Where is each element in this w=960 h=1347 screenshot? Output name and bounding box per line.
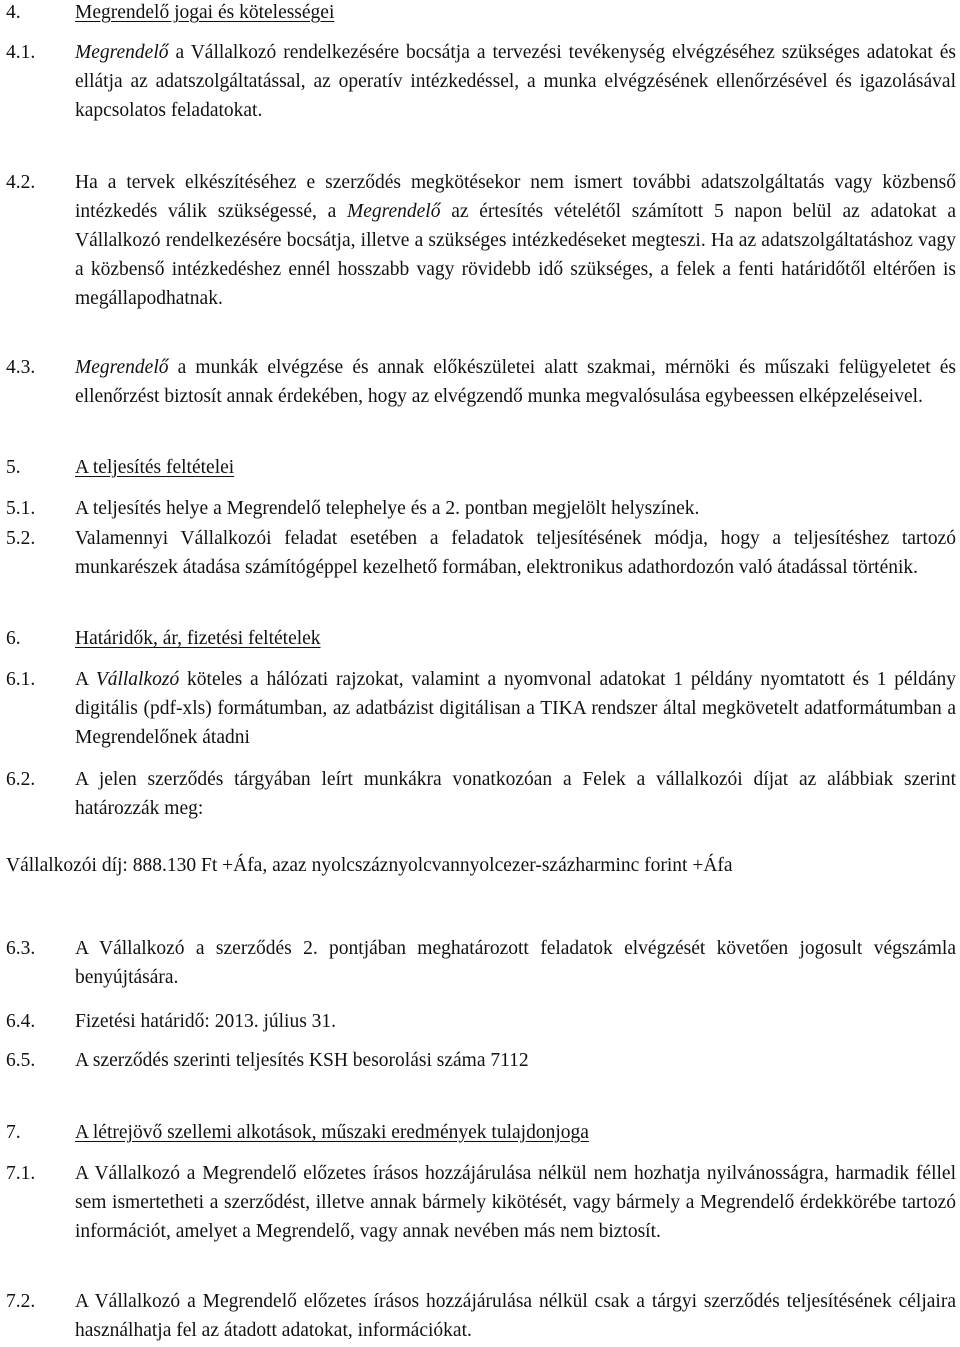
- section-7-heading: [6, 1118, 956, 1147]
- paragraph-text: A teljesítés helye a Megrendelő telephelye és a 2. pontban megjelölt helyszínek.: [75, 498, 700, 519]
- paragraph-5-1: [6, 494, 956, 523]
- emphasis-text: Megrendelő: [346, 201, 441, 222]
- paragraph-text: A jelen szerződés tárgyában leírt munkákra vonatkozóan a Felek a vállalkozói díjat az alábbiak szerint határozzák meg:: [75, 769, 956, 819]
- paragraph-4-2: [6, 168, 956, 313]
- text-span: az értesítés vételétől számított 5 napon belül az adatokat a Vállalkozó rendelkezésére bocsátja, illetve a szükséges intézkedéseket megteszi. Ha az adatszolgáltatáshoz vagy a közbenső intézkedéshez ennél hosszabb vagy rövidebb idő szükséges, a felek a fenti határidőtől eltérően is megállapodhatnak.: [75, 201, 957, 309]
- paragraph-number: 7.1.: [6, 1163, 36, 1184]
- paragraph-number: 6.3.: [6, 938, 36, 959]
- paragraph-number: 4.3.: [6, 357, 36, 378]
- paragraph-number: 5.2.: [6, 528, 36, 549]
- section-4-heading: [6, 0, 956, 27]
- paragraph-number: 5.1.: [6, 498, 36, 519]
- paragraph-text: A Vállalkozó a szerződés 2. pontjában meghatározott feladatok elvégzését követően jogosult végszámla benyújtására.: [75, 938, 956, 988]
- paragraph-number: 4.1.: [6, 42, 36, 63]
- paragraph-text: A szerződés szerinti teljesítés KSH besorolási száma 7112: [75, 1050, 529, 1071]
- paragraph-text: [75, 353, 956, 411]
- section-title: Határidők, ár, fizetési feltételek: [75, 628, 321, 649]
- text-span: Ha a tervek elkészítéséhez e szerződés megkötésekor nem ismert további adatszolgáltatás vagy közbenső intézkedés válik szükségessé, a: [75, 172, 956, 222]
- paragraph-text: Fizetési határidő: 2013. július 31.: [75, 1011, 337, 1032]
- section-5-heading: [6, 453, 956, 482]
- paragraph-number: 4.2.: [6, 172, 36, 193]
- paragraph-7-2: [6, 1287, 956, 1345]
- emphasis-text: Megrendelő: [75, 357, 169, 378]
- text-span: a munkák elvégzése és annak előkészületei alatt szakmai, mérnöki és műszaki felügyeletet és ellenőrzést biztosít annak érdekében, hogy az elvégzendő munka megvalósulása egybeessen elképzeléseivel.: [75, 357, 956, 407]
- section-number: 7.: [6, 1122, 21, 1143]
- paragraph-text: [75, 665, 956, 752]
- text-span: köteles a hálózati rajzokat, valamint a nyomvonal adatokat 1 példány nyomtatott és 1 példány digitális (pdf-xls) formátumban, az adatbázist digitálisan a TIKA rendszer által megkövetelt adatformátumban a Megrendelőnek átadni: [75, 669, 956, 748]
- section-number: 6.: [6, 628, 21, 649]
- paragraph-6-5: [6, 1046, 956, 1075]
- section-6-heading: [6, 624, 956, 653]
- contractor-fee-line: Vállalkozói díj: 888.130 Ft +Áfa, azaz nyolcszáznyolcvannyolcezer-százharminc forint +Áfa: [6, 855, 733, 876]
- paragraph-number: 6.2.: [6, 769, 36, 790]
- emphasis-text: Vállalkozó: [95, 669, 180, 690]
- paragraph-6-4: [6, 1007, 956, 1036]
- section-number: 4.: [6, 2, 21, 23]
- section-number: 5.: [6, 457, 21, 478]
- text-span: A: [75, 669, 96, 690]
- paragraph-7-1: [6, 1159, 956, 1246]
- paragraph-number: 6.5.: [6, 1050, 36, 1071]
- paragraph-6-2: [6, 765, 956, 823]
- paragraph-number: 6.4.: [6, 1011, 36, 1032]
- paragraph-text: [75, 168, 956, 313]
- section-title: A teljesítés feltételei: [75, 457, 235, 478]
- paragraph-text: A Vállalkozó a Megrendelő előzetes írásos hozzájárulása nélkül nem hozhatja nyilvánosságra, harmadik féllel sem ismertetheti a szerződést, illetve annak bármely kikötését, vagy bármely a Megrendelő érdekkörébe tartozó információt, amelyet a Megrendelő, vagy annak nevében más nem biztosít.: [75, 1163, 956, 1242]
- paragraph-text: A Vállalkozó a Megrendelő előzetes írásos hozzájárulása nélkül csak a tárgyi szerződés teljesítésének céljaira használhatja fel az átadott adatokat, információkat.: [75, 1291, 956, 1341]
- paragraph-number: 7.2.: [6, 1291, 36, 1312]
- section-title: Megrendelő jogai és kötelességei: [75, 2, 335, 23]
- paragraph-text: [75, 38, 956, 125]
- emphasis-text: Megrendelő: [75, 42, 169, 63]
- paragraph-6-3: [6, 934, 956, 992]
- paragraph-4-1: [6, 38, 956, 125]
- text-span: a Vállalkozó rendelkezésére bocsátja a tervezési tevékenység elvégzéséhez szükséges adatokat és ellátja az adatszolgáltatással, az operatív intézkedéssel, a munka elvégzésének ellenőrzésével és igazolásával kapcsolatos feladatokat.: [75, 42, 956, 121]
- paragraph-6-1: [6, 665, 956, 752]
- paragraph-5-2: [6, 524, 956, 582]
- paragraph-number: 6.1.: [6, 669, 36, 690]
- paragraph-4-3: [6, 353, 956, 411]
- paragraph-text: Valamennyi Vállalkozói feladat esetében a feladatok teljesítésének módja, hogy a teljesítéshez tartozó munkarészek átadása számítógéppel kezelhető formában, elektronikus adathordozón való átadással történik.: [75, 528, 956, 578]
- section-title: A létrejövő szellemi alkotások, műszaki eredmények tulajdonjoga: [75, 1122, 589, 1143]
